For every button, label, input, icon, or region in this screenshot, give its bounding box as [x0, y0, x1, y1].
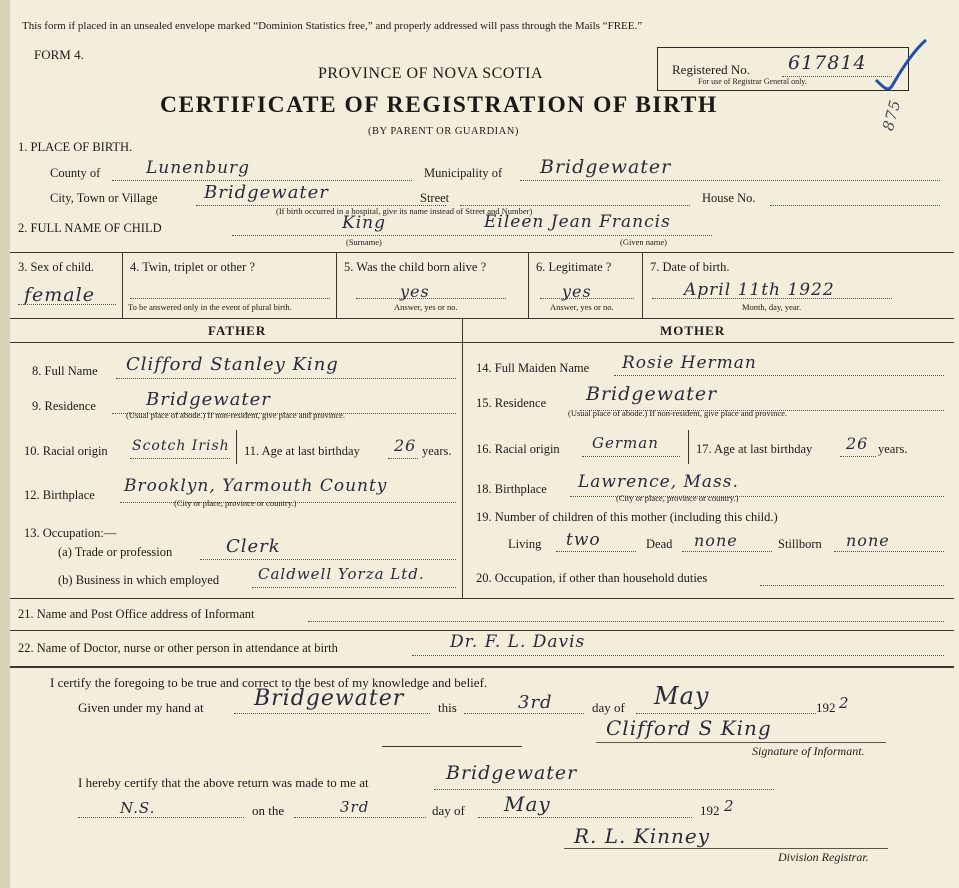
business-value: Caldwell Yorza Ltd.	[258, 565, 425, 583]
father-racial-value: Scotch Irish	[132, 438, 230, 454]
father-birthplace-label: 12. Birthplace	[24, 488, 95, 502]
certify-year-prefix: 192	[816, 700, 836, 715]
father-birthplace-note: (City or place, province or country.)	[174, 498, 297, 508]
registrar-signature-label: Division Registrar.	[778, 850, 869, 864]
mother-residence-value: Bridgewater	[586, 383, 718, 405]
registrar-month-value: May	[504, 792, 551, 816]
legitimate-note: Answer, yes or no.	[550, 302, 614, 312]
certify-year-value: 2	[839, 694, 850, 712]
father-residence-label: 9. Residence	[32, 399, 96, 413]
form-number: FORM 4.	[34, 47, 84, 62]
street-note: (If birth occurred in a hospital, give its name instead of Street and Number)	[276, 206, 533, 216]
father-residence-value: Bridgewater	[146, 389, 271, 410]
legitimate-label: 6. Legitimate ?	[536, 260, 612, 274]
legitimate-value: yes	[562, 282, 592, 301]
father-age-label: 11. Age at last birthday	[244, 444, 360, 458]
margin-note: 875	[879, 97, 905, 133]
registered-label: Registered No.	[672, 62, 750, 77]
mother-years: years.	[878, 442, 908, 456]
mother-name-label: 14. Full Maiden Name	[476, 361, 590, 375]
mother-birthplace-label: 18. Birthplace	[476, 482, 547, 496]
county-label: County of	[50, 166, 101, 180]
mother-birthplace-note: (City or place, province or country.)	[616, 493, 739, 503]
born-alive-label: 5. Was the child born alive ?	[344, 260, 487, 274]
sex-label: 3. Sex of child.	[18, 260, 95, 274]
father-years: years.	[422, 444, 452, 458]
informant-signature: Clifford S King	[606, 716, 772, 740]
city-value: Bridgewater	[204, 182, 329, 203]
registrar-on-label: on the	[252, 803, 285, 818]
registrar-day-value: 3rd	[340, 798, 370, 816]
mother-birthplace-value: Lawrence, Mass.	[578, 472, 739, 492]
informant-label: 21. Name and Post Office address of Informant	[18, 607, 255, 621]
mailing-notice: This form if placed in an unsealed envelope marked “Dominion Statistics free,” and properly addressed will pass through the Mails “FREE.”	[22, 20, 643, 32]
certify-day-value: 3rd	[518, 692, 553, 713]
document-title: CERTIFICATE OF REGISTRATION OF BIRTH	[160, 92, 718, 118]
place-of-birth-label: 1. PLACE OF BIRTH.	[18, 140, 133, 154]
stillborn-value: none	[846, 531, 890, 550]
father-name-value: Clifford Stanley King	[126, 354, 339, 375]
city-label: City, Town or Village	[50, 191, 158, 205]
birth-date-value: April 11th 1922	[684, 280, 835, 300]
trade-value: Clerk	[226, 536, 281, 557]
registrar-date-prefix: N.S.	[120, 799, 156, 817]
street-label: Street	[420, 191, 450, 205]
child-given-name: Eileen Jean Francis	[484, 212, 671, 232]
certify-month-value: May	[654, 682, 710, 710]
father-birthplace-value: Brooklyn, Yarmouth County	[124, 476, 388, 496]
informant-signature-label: Signature of Informant.	[752, 744, 865, 758]
house-number-label: House No.	[702, 191, 756, 205]
sex-value: female	[24, 284, 95, 306]
born-alive-value: yes	[400, 282, 430, 301]
father-occupation-label: 13. Occupation:—	[24, 526, 117, 540]
doctor-value: Dr. F. L. Davis	[450, 632, 586, 652]
municipality-value: Bridgewater	[540, 156, 672, 178]
birth-date-label: 7. Date of birth.	[650, 260, 730, 274]
registered-value: 617814	[788, 52, 867, 74]
province-heading: PROVINCE OF NOVA SCOTIA	[318, 65, 544, 82]
certify-statement: I certify the foregoing to be true and correct to the best of my knowledge and belief.	[50, 675, 488, 690]
child-name-label: 2. FULL NAME OF CHILD	[18, 221, 162, 235]
mother-residence-label: 15. Residence	[476, 396, 547, 410]
dead-label: Dead	[646, 537, 673, 551]
doctor-label: 22. Name of Doctor, nurse or other person in attendance at birth	[18, 641, 338, 655]
document-subtitle: (BY PARENT OR GUARDIAN)	[368, 126, 519, 137]
mother-age-value: 26	[846, 434, 869, 453]
surname-note: (Surname)	[346, 237, 382, 247]
mother-name-value: Rosie Herman	[622, 353, 757, 373]
father-residence-note: (Usual place of abode.) If non-resident, give place and province.	[126, 410, 346, 420]
living-label: Living	[508, 537, 542, 551]
county-value: Lunenburg	[146, 158, 251, 178]
dead-value: none	[694, 531, 738, 550]
father-age-value: 26	[394, 436, 417, 455]
stillborn-label: Stillborn	[778, 537, 822, 551]
mother-racial-value: German	[592, 434, 659, 452]
twin-label: 4. Twin, triplet or other ?	[130, 260, 255, 274]
check-mark-icon	[870, 38, 930, 98]
twin-note: To be answered only in the event of plural birth.	[128, 302, 292, 312]
municipality-label: Municipality of	[424, 166, 503, 180]
mother-age-label: 17. Age at last birthday	[696, 442, 813, 456]
registrar-year-value: 2	[724, 797, 735, 815]
child-surname: King	[342, 213, 386, 233]
certify-day-of-label: day of	[592, 700, 625, 715]
given-place-value: Bridgewater	[254, 686, 405, 711]
father-name-label: 8. Full Name	[32, 364, 98, 378]
given-name-note: (Given name)	[620, 237, 667, 247]
mother-heading: MOTHER	[660, 323, 726, 338]
this-label: this	[438, 700, 457, 715]
birth-date-note: Month, day, year.	[742, 302, 802, 312]
living-value: two	[566, 530, 601, 550]
trade-label: (a) Trade or profession	[58, 545, 173, 559]
born-alive-note: Answer, yes or no.	[394, 302, 458, 312]
children-count-label: 19. Number of children of this mother (including this child.)	[476, 510, 778, 524]
given-under-label: Given under my hand at	[78, 700, 204, 715]
business-label: (b) Business in which employed	[58, 573, 220, 587]
registrar-place-value: Bridgewater	[446, 762, 578, 784]
mother-residence-note: (Usual place of abode.) If non-resident, give place and province.	[568, 408, 788, 418]
paper-edge	[0, 0, 10, 888]
registrar-day-of-label: day of	[432, 803, 465, 818]
registrar-signature: R. L. Kinney	[574, 824, 711, 848]
registrar-use-note: For use of Registrar General only.	[698, 77, 807, 86]
mother-racial-label: 16. Racial origin	[476, 442, 560, 456]
mother-occupation-label: 20. Occupation, if other than household duties	[476, 571, 708, 585]
registrar-year-prefix: 192	[700, 803, 720, 818]
registrar-statement: I hereby certify that the above return was made to me at	[78, 775, 369, 790]
father-heading: FATHER	[208, 323, 267, 338]
father-racial-label: 10. Racial origin	[24, 444, 108, 458]
